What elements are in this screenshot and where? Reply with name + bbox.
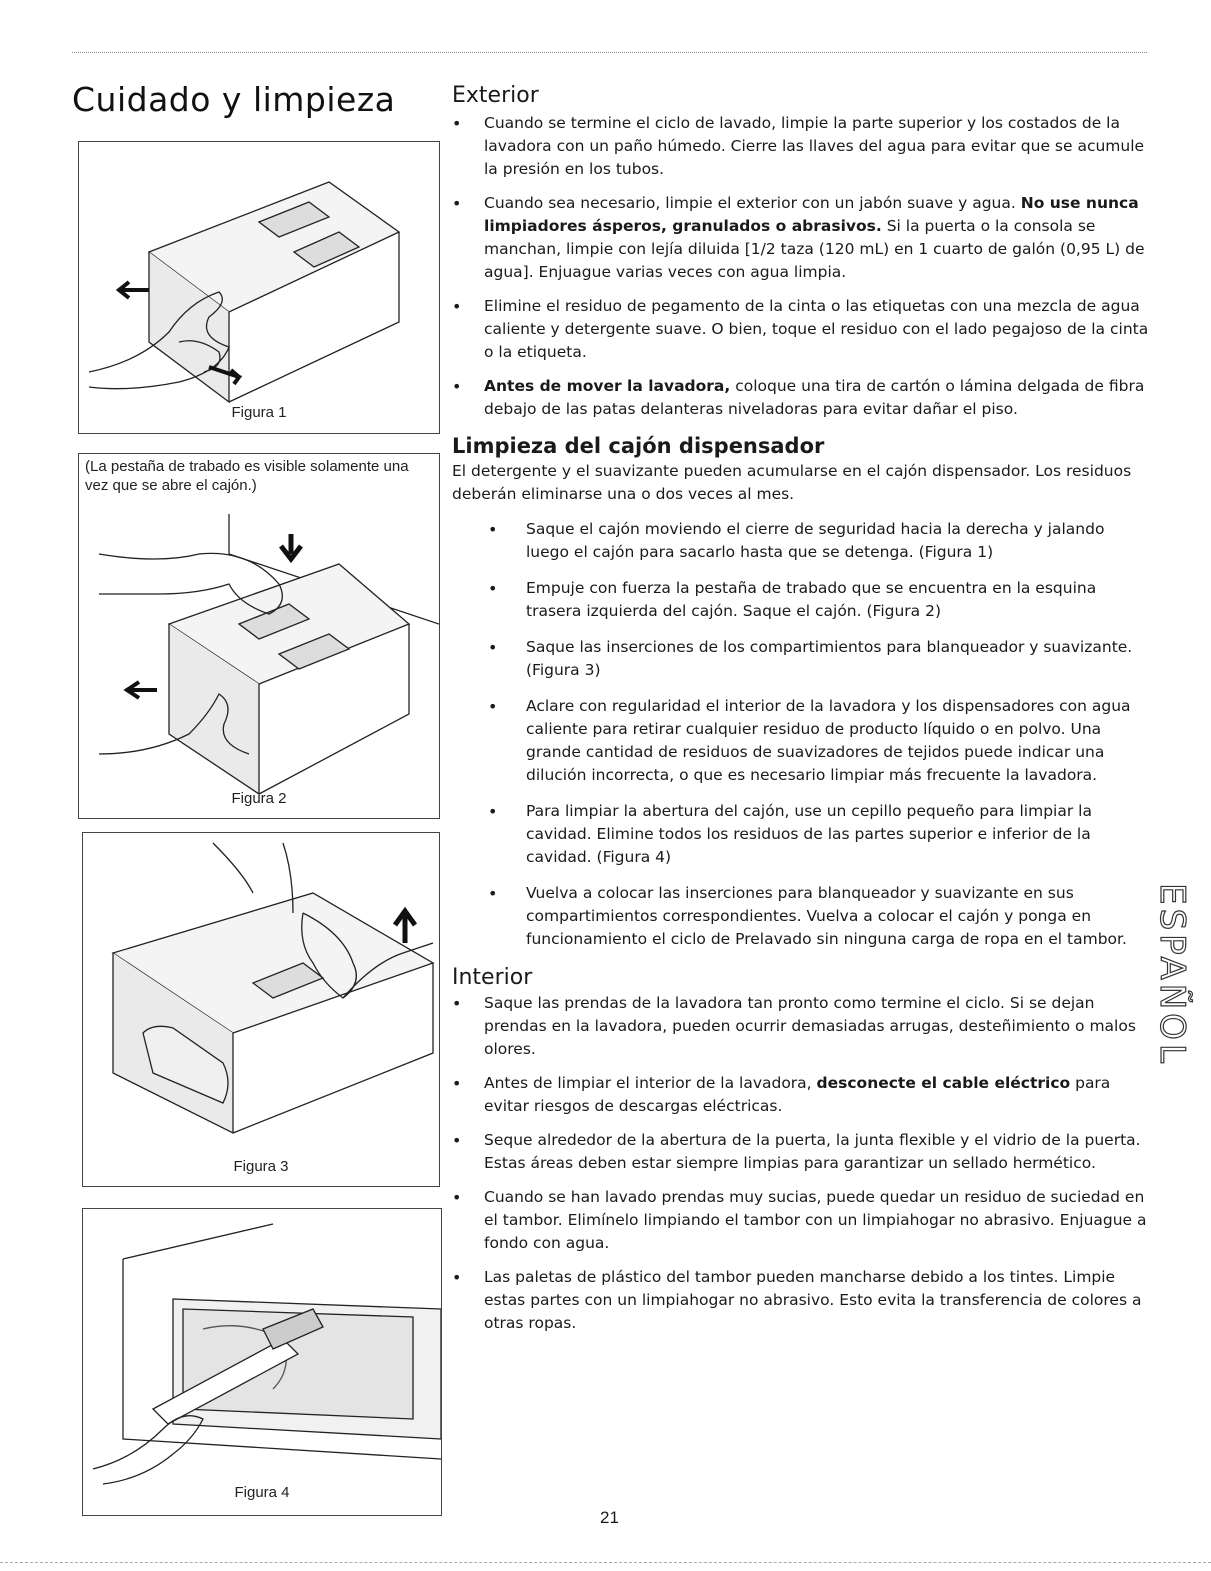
page-title: Cuidado y limpieza [72, 80, 396, 119]
interior-item-2-text-c: para evitar riesgos de descargas eléctricas. [484, 1074, 1111, 1115]
exterior-list [452, 112, 1152, 421]
dispenser-intro: El detergente y el suavizante pueden acumularse en el cajón dispensador. Los residuos deberán eliminarse una o dos veces al mes. [452, 462, 1132, 503]
exterior-item-4 [452, 375, 1152, 421]
figure-2-caption: Figura 2 [231, 790, 287, 807]
dispenser-item-3-text: Saque las inserciones de los compartimientos para blanqueador y suavizante. (Figura 3) [526, 638, 1133, 679]
interior-item-5-text: Las paletas de plástico del tambor pueden mancharse debido a los tintes. Limpie estas partes con un limpiahogar no abrasivo. Esto evita la transferencia de colores a otras ropas. [484, 1268, 1142, 1332]
dispenser-item-4 [452, 695, 1152, 787]
interior-item-3 [452, 1129, 1152, 1175]
language-side-tab [1148, 880, 1196, 1070]
page-number: 21 [600, 1508, 619, 1527]
interior-item-4-text: Cuando se han lavado prendas muy sucias, puede quedar un residuo de suciedad en el tambor. Elimínelo limpiando el tambor con un limpiahogar no abrasivo. Enjuague a fondo con agua. [484, 1188, 1147, 1252]
interior-item-1 [452, 992, 1152, 1061]
exterior-item-4-bold: Antes de mover la lavadora, [484, 377, 731, 395]
exterior-item-3 [452, 295, 1152, 364]
top-rule [72, 52, 1147, 53]
interior-item-3-text: Seque alrededor de la abertura de la puerta, la junta flexible y el vidrio de la puerta. Estas áreas deben estar siempre limpias para garantizar un sellado hermético. [484, 1131, 1141, 1172]
dispenser-item-6 [452, 882, 1152, 951]
figure-3 [82, 832, 440, 1187]
figure-4-caption: Figura 4 [234, 1484, 290, 1501]
dispenser-item-5 [452, 800, 1152, 869]
interior-item-1-text: Saque las prendas de la lavadora tan pronto como termine el ciclo. Si se dejan prendas en la lavadora, pueden ocurrir demasiadas arrugas, desteñimiento o malos olores. [484, 994, 1136, 1058]
bottom-rule [0, 1562, 1211, 1563]
figure-2-note: (La pestaña de trabado es visible solamente una vez que se abre el cajón.) [85, 458, 409, 494]
right-column [452, 82, 1152, 1346]
figure-2 [78, 453, 440, 819]
figure-1-caption: Figura 1 [231, 404, 287, 421]
figure-4 [82, 1208, 442, 1516]
exterior-item-1-text: Cuando se termine el ciclo de lavado, limpie la parte superior y los costados de la lavadora con un paño húmedo. Cierre las llaves del agua para evitar que se acumule la presión en los tubos. [484, 114, 1145, 178]
figure-1 [78, 141, 440, 434]
exterior-item-2-text-c: Si la puerta o la consola se manchan, limpie con lejía diluida [1/2 taza (120 mL) en 1 cuarto de galón (0,95 L) de agua]. Enjuague varias veces con agua limpia. [484, 217, 1145, 281]
exterior-item-3-text: Elimine el residuo de pegamento de la cinta o las etiquetas con una mezcla de agua caliente y detergente suave. O bien, toque el residuo con el lado pegajoso de la cinta o la etiqueta. [484, 297, 1149, 361]
dispenser-item-1-text: Saque el cajón moviendo el cierre de seguridad hacia la derecha y jalando luego el cajón para sacarlo hasta que se detenga. (Figura 1) [526, 520, 1105, 561]
figure-3-caption: Figura 3 [233, 1158, 289, 1175]
exterior-item-2-text-a: Cuando sea necesario, limpie el exterior con un jabón suave y agua. [484, 194, 1021, 212]
interior-item-4 [452, 1186, 1152, 1255]
exterior-item-1 [452, 112, 1152, 181]
dispenser-item-2-text: Empuje con fuerza la pestaña de trabado que se encuentra en la esquina trasera izquierda del cajón. Saque el cajón. (Figura 2) [526, 579, 1097, 620]
figure-1-illustration [79, 142, 439, 433]
exterior-item-2 [452, 192, 1152, 284]
interior-item-5 [452, 1266, 1152, 1335]
interior-list [452, 992, 1152, 1335]
dispenser-item-6-text: Vuelva a colocar las inserciones para blanqueador y suavizante en sus compartimientos correspondientes. Vuelva a colocar el cajón y ponga en funcionamiento el ciclo de Prelavado sin ninguna carga de ropa en el tambor. [526, 884, 1127, 948]
exterior-heading: Exterior [452, 83, 539, 108]
dispenser-item-5-text: Para limpiar la abertura del cajón, use un cepillo pequeño para limpiar la cavidad. Elimine todos los residuos de las partes superior e inferior de la cavidad. (Figura 4) [526, 802, 1092, 866]
dispenser-item-3 [452, 636, 1152, 682]
figure-2-illustration [79, 454, 439, 818]
figure-3-illustration [83, 833, 439, 1186]
dispenser-list [452, 518, 1152, 951]
exterior-item-2-warning: No use nunca limpiadores ásperos, granulados o abrasivos. [484, 194, 1139, 235]
figure-4-illustration [83, 1209, 441, 1515]
exterior-item-4-text: coloque una tira de cartón o lámina delgada de fibra debajo de las patas delanteras niveladoras para evitar dañar el piso. [484, 377, 1145, 418]
dispenser-item-4-text: Aclare con regularidad el interior de la lavadora y los dispensadores con agua caliente para retirar cualquier residuo de producto líquido o en polvo. Una grande cantidad de residuos de suavizadores de tejidos puede indicar una dilución incorrecta, o que es necesario limpiar más frecuente la lavadora. [526, 697, 1131, 784]
language-side-tab-label: ESPAÑOL [1152, 883, 1192, 1067]
dispenser-item-2 [452, 577, 1152, 623]
dispenser-item-1 [452, 518, 1152, 564]
interior-item-2 [452, 1072, 1152, 1118]
interior-item-2-warning: desconecte el cable eléctrico [816, 1074, 1071, 1092]
interior-heading: Interior [452, 965, 533, 990]
dispenser-heading: Limpieza del cajón dispensador [452, 434, 825, 458]
interior-item-2-text-a: Antes de limpiar el interior de la lavadora, [484, 1074, 817, 1092]
